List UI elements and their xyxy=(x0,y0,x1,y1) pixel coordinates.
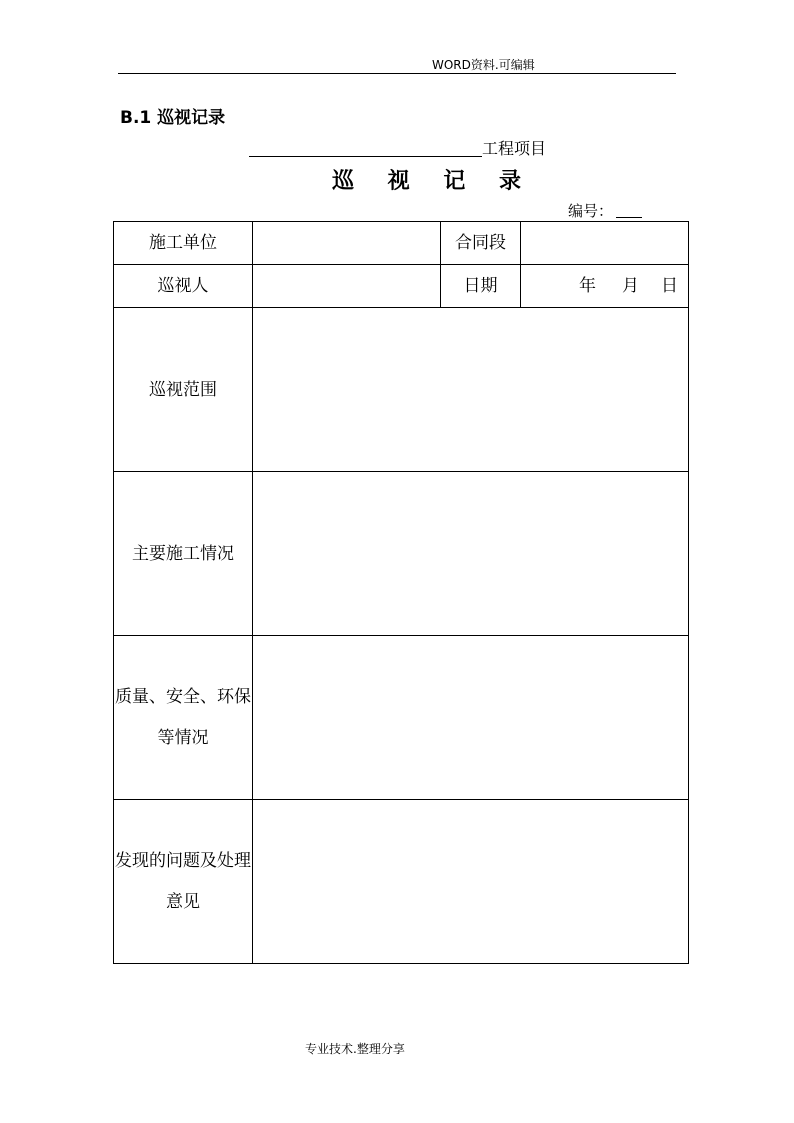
unit-value-cell[interactable] xyxy=(253,222,441,265)
quality-label-cell xyxy=(114,636,253,800)
form-row-quality xyxy=(114,636,689,800)
inspector-label-cell xyxy=(114,265,253,308)
header-rule xyxy=(118,73,676,74)
form-row-inspector xyxy=(114,265,689,308)
contract-label: 合同段 xyxy=(455,233,506,253)
date-label: 日期 xyxy=(463,276,498,296)
quality-label: 质量、安全、环保等情况 xyxy=(115,686,251,748)
date-month-label: 月 xyxy=(622,276,639,296)
form-row-issues xyxy=(114,800,689,964)
serial-number xyxy=(568,201,613,221)
quality-value-cell[interactable] xyxy=(253,636,689,800)
form-row-scope xyxy=(114,308,689,472)
date-day-label: 日 xyxy=(661,276,678,296)
scope-label: 巡视范围 xyxy=(149,379,217,400)
issues-label-cell xyxy=(114,800,253,964)
construction-label: 主要施工情况 xyxy=(132,543,234,564)
page-footer-text: 专业技术.整理分享 xyxy=(305,1042,405,1056)
document-title: 巡 视 记 录 xyxy=(332,168,534,194)
unit-label-cell xyxy=(114,222,253,265)
serial-number-blank[interactable] xyxy=(616,217,642,218)
issues-label: 发现的问题及处理意见 xyxy=(115,850,251,912)
inspector-value-cell[interactable] xyxy=(253,265,441,308)
date-label-cell xyxy=(441,265,521,308)
serial-label: 编号： xyxy=(568,202,614,220)
project-label: 工程项目 xyxy=(482,139,547,158)
page-header-text: WORD资料.可编辑 xyxy=(432,58,535,72)
date-year-label: 年 xyxy=(579,276,596,296)
inspector-label: 巡视人 xyxy=(157,276,209,296)
form-row-construction xyxy=(114,472,689,636)
contract-value-cell[interactable] xyxy=(521,222,689,265)
form-row-unit xyxy=(114,222,689,265)
construction-value-cell[interactable] xyxy=(253,472,689,636)
issues-value-cell[interactable] xyxy=(253,800,689,964)
inspection-form xyxy=(113,221,689,964)
date-value-cell[interactable] xyxy=(521,265,689,308)
section-heading: B.1 巡视记录 xyxy=(120,108,226,128)
construction-label-cell xyxy=(114,472,253,636)
contract-label-cell xyxy=(441,222,521,265)
project-name-blank[interactable] xyxy=(249,156,482,157)
scope-label-cell xyxy=(114,308,253,472)
scope-value-cell[interactable] xyxy=(253,308,689,472)
unit-label: 施工单位 xyxy=(149,233,217,253)
